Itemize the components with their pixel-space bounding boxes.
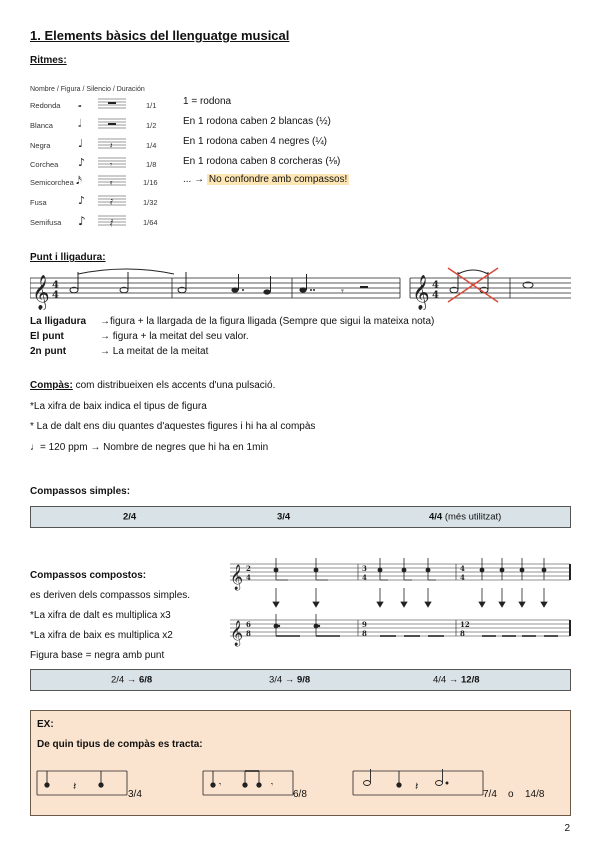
svg-text:12: 12: [460, 620, 470, 629]
svg-text:3: 3: [362, 564, 367, 573]
half-note-icon: 𝅗𝅥: [78, 117, 82, 130]
ritme-name: Negra: [30, 141, 51, 150]
svg-text:4: 4: [246, 573, 251, 582]
quarter-note-icon: ♩: [78, 137, 84, 150]
ritme-duration: 1/64: [143, 218, 158, 227]
compas-line: *La xifra de baix indica el tipus de figura: [30, 401, 207, 412]
ritme-duration: 1/8: [146, 160, 157, 169]
ex-question: De quin tipus de compàs es tracta:: [37, 739, 203, 750]
ritme-name: Fusa: [30, 198, 47, 207]
compostos-line: *La xifra de baix es multiplica x2: [30, 630, 173, 641]
compound-notes: [274, 558, 546, 580]
page-number: 2: [564, 823, 570, 834]
conversion: 3/4 → 9/8: [269, 674, 311, 686]
punt-line: 2n punt → La meitat de la meitat: [30, 346, 209, 357]
simple-meter: 3/4: [277, 511, 291, 523]
ritme-name: Blanca: [30, 121, 53, 130]
svg-text:𝄽: 𝄽: [110, 141, 113, 150]
answer: 7/4: [483, 789, 497, 800]
ritmes-note: 1 = rodona: [183, 96, 232, 107]
svg-text:8: 8: [460, 629, 465, 638]
svg-text:6: 6: [246, 620, 251, 629]
punt-heading: Punt i lligadura:: [30, 252, 106, 263]
ritmes-heading: Ritmes:: [30, 55, 67, 66]
half-notes: [70, 269, 186, 293]
answer: 14/8: [525, 789, 545, 800]
ritme-duration: 1/32: [143, 198, 158, 207]
svg-text:4: 4: [460, 573, 465, 582]
svg-text:4: 4: [432, 280, 439, 291]
treble-clef-icon: 𝄞: [32, 275, 50, 310]
ritmes-note: En 1 rodona caben 4 negres (¼): [183, 136, 327, 147]
svg-text:𝄾: 𝄾: [341, 286, 344, 298]
simple-meter-common: 4/4 (més utilitzat): [429, 511, 502, 523]
svg-text:4: 4: [52, 280, 59, 291]
ritmes-note: En 1 rodona caben 2 blancas (½): [183, 116, 331, 127]
svg-text:8: 8: [246, 629, 251, 638]
svg-text:2: 2: [246, 564, 251, 573]
figures-graphic: [74, 95, 140, 233]
answer-separator: o: [508, 789, 514, 800]
ritme-name: Corchea: [30, 160, 59, 169]
arrow-down-icons: [273, 588, 547, 607]
highlight-text: No confondre amb compassos!: [208, 174, 348, 185]
compas-definition: Compàs: com distribueixen els accents d'una pulsació.: [30, 380, 276, 391]
exercise-box: [30, 710, 571, 816]
page-title: 1. Elements bàsics del llenguatge musical: [30, 28, 290, 43]
svg-text:𝄾: 𝄾: [271, 780, 274, 789]
thirtysecond-note-icon: ♪: [78, 194, 86, 207]
treble-clef-icon: 𝄞: [230, 565, 244, 590]
compostos-line: Figura base = negra amb punt: [30, 650, 165, 661]
ritme-name: Semifusa: [30, 218, 62, 227]
answer: 6/8: [293, 789, 307, 800]
compound-eighths: [274, 614, 558, 636]
compostos-line: es deriven dels compassos simples.: [30, 590, 191, 601]
eighth-note-icon: ♪: [78, 156, 86, 169]
svg-text:4: 4: [432, 290, 439, 301]
tie-dot-staff: [30, 266, 571, 310]
ritme-name: Semicorchea: [30, 178, 74, 187]
compas-line: ♩= 120 ppm → Nombre de negres que hi ha en 1min: [30, 442, 269, 453]
rest-glyphs: [108, 102, 116, 227]
svg-text:𝄾: 𝄾: [219, 780, 222, 789]
compostos-line: *La xifra de dalt es multiplica x3: [30, 610, 171, 621]
simples-heading: Compassos simples:: [30, 486, 131, 497]
punt-line: La lligadura →figura + la llargada de la figura lligada (Sempre que sigui la mateixa nota): [30, 316, 435, 327]
svg-text:𝄽: 𝄽: [73, 781, 77, 793]
ritme-duration: 1/2: [146, 121, 157, 130]
ritme-name: Redonda: [30, 101, 61, 110]
sixtyfourth-note-icon: ♪: [78, 214, 86, 228]
treble-clef-icon: 𝄞: [412, 275, 430, 310]
svg-text:𝄽: 𝄽: [415, 781, 419, 793]
svg-text:4: 4: [460, 564, 465, 573]
compas-line: * La de dalt ens diu quantes d'aquestes figures i hi ha al compàs: [30, 421, 316, 432]
treble-clef-icon: 𝄞: [230, 621, 244, 646]
compostos-heading: Compassos compostos:: [30, 570, 147, 581]
whole-note-icon: 𝅝: [78, 100, 82, 110]
exercise-notes: [45, 769, 448, 793]
ritmes-table-header: Nombre / Figura / Silencio / Duración: [30, 86, 145, 93]
svg-text:𝅁: 𝅁: [110, 218, 114, 227]
svg-text:4: 4: [362, 573, 367, 582]
punt-line: El punt → figura + la meitat del seu valor.: [30, 331, 249, 342]
svg-text:𝄿: 𝄿: [110, 178, 113, 187]
ritmes-warning: ... → No confondre amb compassos!: [183, 174, 348, 185]
simples-bar: [30, 506, 571, 528]
svg-text:𝄾: 𝄾: [110, 160, 113, 169]
svg-text:𝅀: 𝅀: [110, 198, 113, 207]
svg-text:4: 4: [52, 290, 59, 301]
conversion: 2/4 → 6/8: [111, 674, 153, 686]
answer: 3/4: [128, 789, 142, 800]
sixteenth-note-icon: 𝅘𝅥𝅯: [76, 174, 82, 187]
svg-text:9: 9: [362, 620, 367, 629]
svg-text:8: 8: [362, 629, 367, 638]
simple-meter: 2/4: [123, 511, 137, 523]
ritme-duration: 1/1: [146, 101, 157, 110]
ex-label: EX:: [37, 719, 54, 730]
conversion: 4/4 → 12/8: [433, 674, 480, 686]
compound-meters-graphic: [230, 556, 572, 658]
cross-mark-icon: [448, 268, 498, 302]
ritme-duration: 1/4: [146, 141, 157, 150]
ritme-duration: 1/16: [143, 178, 158, 187]
ritmes-note: En 1 rodona caben 8 corcheras (⅛): [183, 156, 341, 167]
compostos-bar: [30, 669, 571, 691]
